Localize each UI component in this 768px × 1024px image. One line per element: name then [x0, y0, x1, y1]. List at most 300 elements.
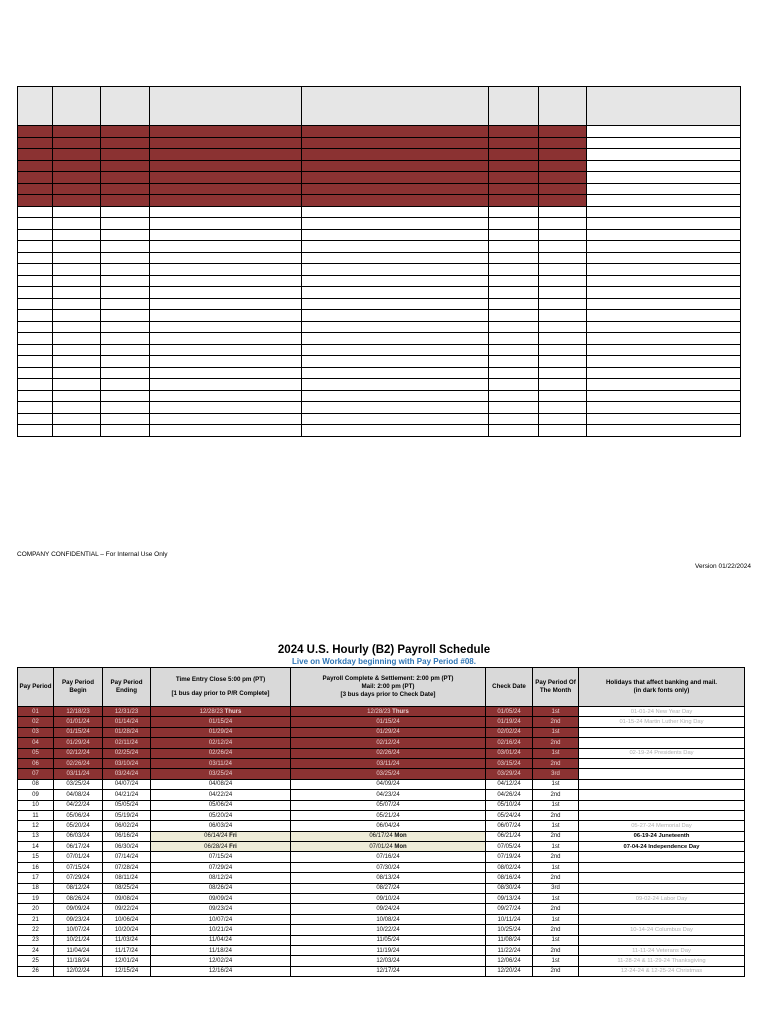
blank-grid-cell	[539, 379, 587, 391]
check-date-cell-value: 10/11/24	[497, 916, 521, 923]
holiday-cell-value: 11-28-24 & 11-29-24 Thanksgiving	[617, 958, 706, 965]
blank-grid-cell	[53, 310, 101, 322]
period-begin-cell	[54, 862, 103, 872]
period-end-cell	[103, 790, 151, 800]
blank-grid-cell	[302, 206, 489, 218]
period-end-cell	[103, 945, 151, 955]
pay-period-cell	[18, 862, 54, 872]
time-entry-cell-value: 01/29/24	[208, 729, 233, 736]
check-date-cell	[486, 779, 533, 789]
time-entry-cell-value: 10/21/24	[208, 926, 233, 933]
blank-grid-cell	[587, 137, 741, 149]
of-month-cell	[533, 935, 579, 945]
pay-period-cell	[18, 717, 54, 727]
of-month-cell-value: 2nd	[550, 791, 561, 798]
payroll-complete-cell-value: 01/29/24	[376, 729, 400, 736]
pay-period-cell-value: 24	[32, 947, 39, 954]
pay-period-cell-value: 04	[32, 739, 39, 746]
period-begin-cell-value: 06/17/24	[66, 843, 90, 850]
period-end-cell-value: 08/11/24	[115, 874, 138, 881]
check-date-cell-value: 08/16/24	[497, 874, 521, 881]
blank-grid-cell	[101, 379, 150, 391]
blank-grid-cell	[302, 229, 489, 241]
blank-grid-cell	[53, 229, 101, 241]
payroll-complete-cell-value: 03/25/24	[376, 771, 400, 778]
of-month-cell-value: 1st	[551, 729, 560, 736]
payroll-complete-cell	[291, 738, 486, 748]
pay-period-cell-value: 09	[32, 791, 39, 798]
blank-grid-cell	[101, 149, 150, 161]
period-end-cell-value: 06/16/24	[114, 833, 139, 840]
blank-grid-cell	[302, 275, 489, 287]
blank-grid-cell	[18, 149, 53, 161]
period-end-cell	[103, 925, 151, 935]
header-time-entry	[151, 668, 291, 707]
payroll-complete-cell	[291, 945, 486, 955]
blank-grid-cell	[150, 367, 302, 379]
header-holidays	[579, 668, 745, 707]
of-month-cell	[533, 831, 579, 841]
of-month-cell-value: 2nd	[550, 854, 561, 861]
period-end-cell-value: 04/07/24	[114, 781, 139, 788]
blank-grid-cell	[587, 287, 741, 299]
of-month-cell	[533, 727, 579, 737]
blank-grid-cell	[489, 126, 539, 138]
check-date-cell	[486, 800, 533, 810]
blank-grid-cell	[101, 275, 150, 287]
blank-grid-row	[18, 218, 741, 230]
of-month-cell-value: 1st	[551, 802, 560, 809]
table-row	[18, 925, 745, 935]
blank-grid-cell	[587, 379, 741, 391]
holiday-cell	[579, 862, 745, 872]
period-begin-cell-value: 09/09/24	[66, 906, 90, 913]
period-begin-cell	[54, 717, 103, 727]
holiday-cell	[579, 935, 745, 945]
period-begin-cell-value: 10/07/24	[66, 926, 90, 933]
holiday-cell-value: 07-04-24 Independence Day	[623, 843, 700, 850]
of-month-cell-value: 2nd	[550, 926, 561, 933]
of-month-cell-value: 1st	[551, 916, 560, 923]
time-entry-cell	[151, 873, 291, 883]
blank-grid-cell	[302, 241, 489, 253]
period-end-cell	[103, 956, 151, 966]
schedule-subtitle: Live on Workday beginning with Pay Period #08.	[292, 657, 476, 666]
time-entry-cell-value: 07/29/24	[208, 864, 233, 871]
time-entry-cell-value: 12/16/24	[208, 968, 233, 975]
check-date-cell	[486, 883, 533, 893]
period-end-cell-value: 11/17/24	[115, 947, 138, 954]
blank-grid-cell	[489, 218, 539, 230]
check-date-cell-value: 06/07/24	[497, 822, 521, 829]
period-begin-cell-value: 03/11/24	[66, 771, 90, 778]
pay-period-cell	[18, 779, 54, 789]
of-month-cell-value: 1st	[551, 822, 560, 829]
payroll-complete-cell	[291, 779, 486, 789]
period-end-cell	[103, 717, 151, 727]
blank-grid-cell	[150, 402, 302, 414]
table-row	[18, 852, 745, 862]
blank-grid-cell	[489, 275, 539, 287]
of-month-cell	[533, 914, 579, 924]
period-end-cell-value: 06/30/24	[114, 843, 139, 850]
blank-grid-cell	[18, 287, 53, 299]
check-date-cell-value: 11/08/24	[497, 937, 521, 944]
blank-grid-cell	[18, 298, 53, 310]
blank-grid-cell	[150, 149, 302, 161]
of-month-cell-value: 2nd	[550, 906, 561, 913]
blank-grid-cell	[539, 229, 587, 241]
period-begin-cell-value: 02/26/24	[66, 760, 90, 767]
blank-grid-cell	[150, 160, 302, 172]
time-entry-cell-value: 03/25/24	[208, 771, 233, 778]
blank-grid-cell	[587, 252, 741, 264]
blank-grid-cell	[150, 183, 302, 195]
blank-grid-cell	[489, 183, 539, 195]
holiday-cell	[579, 966, 745, 976]
blank-grid-cell	[18, 252, 53, 264]
blank-grid-cell	[302, 367, 489, 379]
version-label: Version 01/22/2024	[694, 563, 751, 570]
time-entry-cell	[151, 883, 291, 893]
time-entry-cell	[151, 779, 291, 789]
payroll-complete-cell	[291, 966, 486, 976]
time-entry-cell	[151, 966, 291, 976]
header-payroll-line2: Mail: 2:00 pm (PT)	[361, 683, 415, 690]
blank-grid-cell	[18, 183, 53, 195]
payroll-complete-cell-value: 02/12/24	[376, 739, 400, 746]
table-row	[18, 966, 745, 976]
table-row	[18, 707, 745, 717]
holiday-cell	[579, 831, 745, 841]
table-row	[18, 904, 745, 914]
payroll-complete-cell	[291, 810, 486, 820]
check-date-cell	[486, 852, 533, 862]
pay-period-cell	[18, 956, 54, 966]
period-end-cell-value: 11/03/24	[115, 937, 138, 944]
holiday-cell-value: 11-11-24 Veterans Day	[632, 947, 691, 954]
of-month-cell-value: 2nd	[550, 812, 561, 819]
period-begin-cell-value: 11/18/24	[66, 958, 90, 965]
check-date-cell	[486, 935, 533, 945]
blank-grid-cell	[101, 287, 150, 299]
pay-period-cell	[18, 883, 54, 893]
blank-grid-cell	[53, 160, 101, 172]
time-entry-cell-value: 04/22/24	[208, 791, 233, 798]
pay-period-cell	[18, 738, 54, 748]
blank-grid-cell	[18, 264, 53, 276]
period-begin-cell	[54, 883, 103, 893]
of-month-cell-value: 1st	[551, 864, 560, 871]
blank-grid-cell	[18, 344, 53, 356]
blank-grid-row	[18, 344, 741, 356]
blank-grid-cell	[18, 137, 53, 149]
table-row	[18, 748, 745, 758]
period-end-cell	[103, 935, 151, 945]
check-date-cell-value: 04/26/24	[497, 791, 521, 798]
time-entry-cell-value: 12/28/23	[199, 708, 223, 715]
time-entry-cell	[151, 925, 291, 935]
payroll-complete-cell	[291, 956, 486, 966]
time-entry-cell-value: 05/06/24	[208, 802, 233, 809]
period-begin-cell-value: 02/12/24	[66, 750, 90, 757]
blank-grid-cell	[302, 264, 489, 276]
payroll-complete-cell	[291, 800, 486, 810]
period-begin-cell	[54, 738, 103, 748]
table-row	[18, 842, 745, 852]
blank-grid-cell	[150, 333, 302, 345]
table-row	[18, 758, 745, 768]
check-date-cell	[486, 717, 533, 727]
blank-grid-cell	[302, 356, 489, 368]
check-date-cell	[486, 914, 533, 924]
check-date-cell-value: 05/24/24	[497, 812, 521, 819]
check-date-cell	[486, 769, 533, 779]
blank-grid-cell	[53, 149, 101, 161]
blank-grid-cell	[587, 333, 741, 345]
pay-period-cell-value: 02	[32, 719, 39, 726]
blank-grid-cell	[101, 264, 150, 276]
blank-grid-cell	[302, 321, 489, 333]
of-month-cell	[533, 966, 579, 976]
blank-grid-cell	[53, 275, 101, 287]
of-month-cell-value: 2nd	[550, 947, 561, 954]
of-month-cell	[533, 810, 579, 820]
of-month-cell	[533, 904, 579, 914]
pay-period-cell-value: 26	[32, 968, 39, 975]
period-begin-cell	[54, 966, 103, 976]
pay-period-cell-value: 20	[32, 906, 39, 913]
blank-grid-row	[18, 425, 741, 437]
blank-grid-row	[18, 367, 741, 379]
blank-grid-cell	[101, 321, 150, 333]
blank-grid-cell	[539, 390, 587, 402]
blank-grid-cell	[302, 149, 489, 161]
payroll-complete-cell-value: 04/23/24	[376, 791, 400, 798]
payroll-complete-cell-value: 05/07/24	[376, 802, 400, 809]
time-entry-cell-value: 03/11/24	[209, 760, 232, 767]
of-month-cell	[533, 925, 579, 935]
time-entry-cell	[151, 707, 291, 717]
blank-grid-cell	[18, 218, 53, 230]
blank-grid-cell	[18, 356, 53, 368]
payroll-complete-cell-value: 04/09/24	[376, 781, 400, 788]
blank-grid-cell	[150, 195, 302, 207]
blank-grid-cell	[302, 172, 489, 184]
of-month-cell-value: 2nd	[550, 874, 561, 881]
payroll-complete-cell	[291, 862, 486, 872]
holiday-cell	[579, 821, 745, 831]
pay-period-cell	[18, 821, 54, 831]
blank-grid-cell	[101, 425, 150, 437]
blank-grid-cell	[489, 137, 539, 149]
time-entry-cell-value: 09/23/24	[208, 906, 233, 913]
blank-grid-cell	[53, 137, 101, 149]
pay-period-cell-value: 14	[32, 843, 39, 850]
payroll-complete-cell-value: 10/22/24	[376, 926, 400, 933]
check-date-cell	[486, 790, 533, 800]
pay-period-cell-value: 13	[32, 833, 39, 840]
time-entry-cell-value: 10/07/24	[208, 916, 233, 923]
holiday-cell	[579, 883, 745, 893]
time-entry-cell	[151, 738, 291, 748]
blank-grid-cell	[539, 241, 587, 253]
table-row	[18, 883, 745, 893]
blank-grid-cell	[53, 344, 101, 356]
period-begin-cell-value: 01/15/24	[66, 729, 90, 736]
holiday-cell	[579, 914, 745, 924]
blank-grid-cell	[302, 379, 489, 391]
blank-grid-cell	[150, 126, 302, 138]
of-month-cell	[533, 862, 579, 872]
pay-period-cell	[18, 707, 54, 717]
time-entry-cell	[151, 935, 291, 945]
blank-grid-cell	[302, 218, 489, 230]
payroll-complete-cell-value: 02/26/24	[376, 750, 400, 757]
period-end-cell-value: 12/31/23	[114, 708, 139, 715]
period-begin-cell-value: 07/15/24	[66, 864, 90, 871]
of-month-cell	[533, 956, 579, 966]
blank-grid-cell	[489, 206, 539, 218]
payroll-complete-cell	[291, 748, 486, 758]
period-end-cell	[103, 779, 151, 789]
blank-grid-cell	[489, 149, 539, 161]
pay-period-cell	[18, 727, 54, 737]
blank-grid-cell	[53, 126, 101, 138]
blank-grid-header	[18, 87, 741, 126]
blank-grid-cell	[302, 160, 489, 172]
time-entry-cell-value: 08/26/24	[208, 885, 233, 892]
blank-grid-cell	[489, 160, 539, 172]
holiday-cell-value: 01-15-24 Martin Luther King Day	[619, 719, 704, 726]
blank-grid-row	[18, 298, 741, 310]
check-date-cell-value: 02/02/24	[497, 729, 521, 736]
of-month-cell	[533, 894, 579, 904]
holiday-cell	[579, 956, 745, 966]
blank-grid-cell	[302, 333, 489, 345]
check-date-cell-value: 01/05/24	[497, 708, 521, 715]
blank-grid-cell	[489, 321, 539, 333]
period-begin-cell	[54, 914, 103, 924]
blank-grid-cell	[539, 344, 587, 356]
blank-grid-cell	[53, 390, 101, 402]
blank-grid-cell	[587, 367, 741, 379]
payroll-complete-cell-value: 07/30/24	[376, 864, 400, 871]
blank-grid-cell	[539, 137, 587, 149]
holiday-cell-value: 02-19-24 Presidents Day	[629, 750, 694, 757]
payroll-complete-cell-value: 10/08/24	[376, 916, 400, 923]
of-month-cell	[533, 842, 579, 852]
period-begin-cell-value: 01/01/24	[66, 719, 90, 726]
payroll-complete-cell	[291, 707, 486, 717]
blank-grid-cell	[53, 333, 101, 345]
check-date-cell-value: 03/15/24	[497, 760, 521, 767]
pay-period-cell-value: 23	[32, 937, 39, 944]
blank-grid-cell	[587, 413, 741, 425]
blank-grid-cell	[539, 126, 587, 138]
period-begin-cell-value: 07/29/24	[66, 874, 90, 881]
pay-period-cell	[18, 914, 54, 924]
blank-grid-cell	[539, 356, 587, 368]
blank-grid-cell	[489, 425, 539, 437]
payroll-complete-cell-value: 01/15/24	[376, 719, 400, 726]
of-month-cell	[533, 779, 579, 789]
payroll-complete-cell	[291, 831, 486, 841]
period-end-cell-value: 12/15/24	[114, 968, 139, 975]
blank-grid-cell	[587, 402, 741, 414]
of-month-cell-value: 1st	[551, 958, 560, 965]
period-end-cell	[103, 883, 151, 893]
check-date-cell-value: 12/20/24	[497, 968, 521, 975]
period-end-cell	[103, 821, 151, 831]
blank-grid-cell	[150, 298, 302, 310]
blank-grid-cell	[18, 160, 53, 172]
blank-grid-cell	[101, 195, 150, 207]
blank-grid-cell	[150, 287, 302, 299]
time-entry-cell-weekday: Fri	[229, 843, 237, 850]
blank-grid-cell	[53, 379, 101, 391]
blank-grid-row	[18, 206, 741, 218]
time-entry-cell	[151, 727, 291, 737]
of-month-cell-value: 1st	[551, 843, 560, 850]
payroll-complete-cell-value: 03/11/24	[376, 760, 400, 767]
blank-grid-row	[18, 183, 741, 195]
pay-period-cell-value: 15	[32, 854, 39, 861]
blank-grid-cell	[489, 195, 539, 207]
blank-grid-cell	[150, 229, 302, 241]
pay-period-cell	[18, 894, 54, 904]
time-entry-cell	[151, 748, 291, 758]
pay-period-cell	[18, 966, 54, 976]
blank-grid-cell	[101, 241, 150, 253]
holiday-cell-value: 01-01-24 New Year Day	[630, 708, 693, 715]
blank-grid-cell	[587, 321, 741, 333]
check-date-cell	[486, 925, 533, 935]
time-entry-cell	[151, 894, 291, 904]
blank-grid-cell	[539, 264, 587, 276]
blank-grid-cell	[302, 126, 489, 138]
holiday-cell	[579, 748, 745, 758]
of-month-cell-value: 3rd	[551, 771, 560, 778]
blank-grid-cell	[101, 402, 150, 414]
table-row	[18, 873, 745, 883]
period-end-cell	[103, 894, 151, 904]
payroll-complete-cell	[291, 717, 486, 727]
blank-grid-cell	[53, 402, 101, 414]
blank-grid-cell	[587, 298, 741, 310]
period-begin-cell-value: 05/06/24	[66, 812, 90, 819]
blank-grid-cell	[489, 379, 539, 391]
period-begin-cell	[54, 945, 103, 955]
payroll-complete-cell-weekday: Mon	[394, 843, 407, 850]
blank-grid-row	[18, 195, 741, 207]
period-end-cell	[103, 738, 151, 748]
period-end-cell-value: 01/14/24	[114, 719, 139, 726]
blank-grid-cell	[489, 356, 539, 368]
blank-grid-row	[18, 252, 741, 264]
pay-period-cell	[18, 831, 54, 841]
payroll-complete-cell	[291, 914, 486, 924]
of-month-cell	[533, 717, 579, 727]
time-entry-cell-weekday: Fri	[229, 833, 237, 840]
blank-grid-cell	[587, 195, 741, 207]
pay-period-cell	[18, 925, 54, 935]
time-entry-cell-value: 02/26/24	[208, 750, 233, 757]
blank-grid-cell	[539, 321, 587, 333]
period-begin-cell	[54, 831, 103, 841]
check-date-cell	[486, 748, 533, 758]
period-end-cell	[103, 748, 151, 758]
